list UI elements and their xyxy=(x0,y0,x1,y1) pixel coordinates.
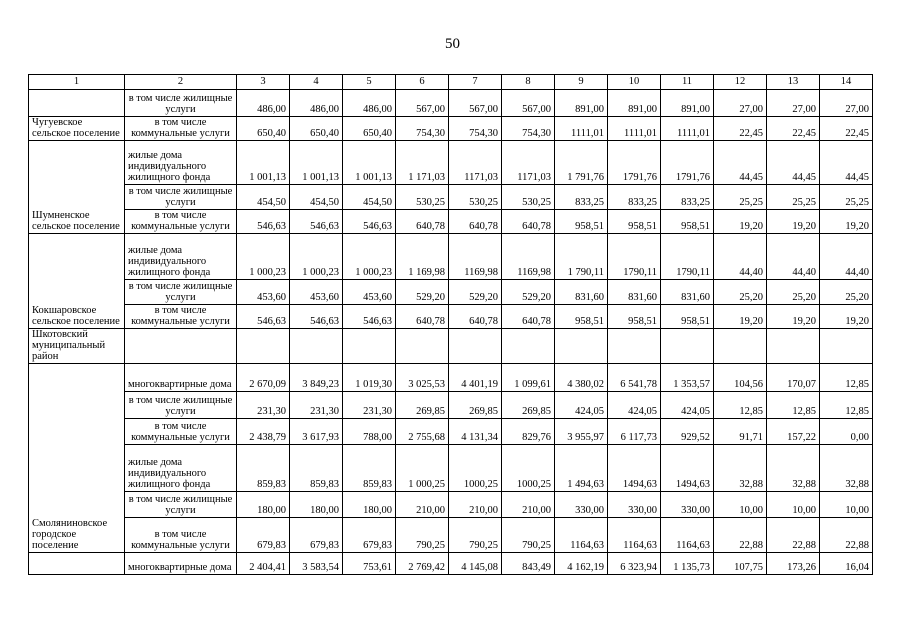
column-header: 1 xyxy=(29,75,125,90)
settlement-cell: Шкотовский муниципальный район xyxy=(29,329,125,364)
settlement-cell xyxy=(29,141,125,185)
value-cell: 44,40 xyxy=(820,234,873,280)
value-cell: 44,40 xyxy=(767,234,820,280)
value-cell: 330,00 xyxy=(608,492,661,518)
value-cell: 19,20 xyxy=(820,210,873,234)
value-cell: 4 145,08 xyxy=(449,552,502,574)
table-row xyxy=(29,419,873,445)
column-header: 14 xyxy=(820,75,873,90)
value-cell: 2 755,68 xyxy=(396,419,449,445)
value-cell: 650,40 xyxy=(290,117,343,141)
settlement-cell xyxy=(29,234,125,280)
description-cell xyxy=(125,329,237,364)
value-cell: 1494,63 xyxy=(608,445,661,492)
value-cell: 1164,63 xyxy=(661,518,714,553)
settlement-cell: Кокшаровское сельское поселение xyxy=(29,305,125,329)
settlement-cell xyxy=(29,392,125,419)
value-cell: 2 438,79 xyxy=(237,419,290,445)
value-cell xyxy=(555,329,608,364)
value-cell: 16,04 xyxy=(820,552,873,574)
value-cell xyxy=(661,329,714,364)
table-row xyxy=(29,445,873,492)
value-cell: 1111,01 xyxy=(661,117,714,141)
column-header: 4 xyxy=(290,75,343,90)
value-cell: 1 171,03 xyxy=(396,141,449,185)
description-cell: в том числе жилищные услуги xyxy=(125,392,237,419)
value-cell: 958,51 xyxy=(608,305,661,329)
settlement-cell: Смоляниновское городское поселение xyxy=(29,518,125,553)
value-cell: 1169,98 xyxy=(502,234,555,280)
value-cell xyxy=(767,329,820,364)
value-cell: 1 000,23 xyxy=(237,234,290,280)
value-cell: 3 617,93 xyxy=(290,419,343,445)
value-cell: 546,63 xyxy=(237,210,290,234)
value-cell: 546,63 xyxy=(237,305,290,329)
value-cell: 12,85 xyxy=(820,392,873,419)
column-header: 8 xyxy=(502,75,555,90)
value-cell: 269,85 xyxy=(396,392,449,419)
value-cell: 640,78 xyxy=(396,305,449,329)
value-cell: 3 583,54 xyxy=(290,552,343,574)
description-cell: в том числе коммунальные услуги xyxy=(125,419,237,445)
value-cell: 790,25 xyxy=(396,518,449,553)
value-cell: 530,25 xyxy=(502,185,555,210)
column-header: 3 xyxy=(237,75,290,90)
value-cell: 859,83 xyxy=(290,445,343,492)
value-cell: 958,51 xyxy=(555,210,608,234)
value-cell: 1 001,13 xyxy=(237,141,290,185)
value-cell: 210,00 xyxy=(502,492,555,518)
description-cell: жилые дома индивидуального жилищного фонда xyxy=(125,234,237,280)
value-cell: 1790,11 xyxy=(661,234,714,280)
value-cell: 831,60 xyxy=(608,280,661,305)
value-cell: 958,51 xyxy=(608,210,661,234)
table-row xyxy=(29,210,873,234)
value-cell: 3 025,53 xyxy=(396,364,449,392)
description-cell: жилые дома индивидуального жилищного фонда xyxy=(125,141,237,185)
value-cell: 454,50 xyxy=(237,185,290,210)
value-cell: 546,63 xyxy=(290,210,343,234)
value-cell: 22,45 xyxy=(714,117,767,141)
value-cell: 640,78 xyxy=(396,210,449,234)
value-cell: 19,20 xyxy=(767,210,820,234)
value-cell: 529,20 xyxy=(396,280,449,305)
value-cell: 44,45 xyxy=(820,141,873,185)
value-cell: 859,83 xyxy=(237,445,290,492)
value-cell: 640,78 xyxy=(502,210,555,234)
column-header: 2 xyxy=(125,75,237,90)
header-row xyxy=(29,75,873,90)
value-cell: 10,00 xyxy=(820,492,873,518)
value-cell: 44,45 xyxy=(714,141,767,185)
value-cell: 22,45 xyxy=(767,117,820,141)
table-row xyxy=(29,329,873,364)
value-cell: 2 404,41 xyxy=(237,552,290,574)
value-cell: 790,25 xyxy=(449,518,502,553)
value-cell: 1790,11 xyxy=(608,234,661,280)
value-cell: 107,75 xyxy=(714,552,767,574)
settlement-cell: Чугуевское сельское поселение xyxy=(29,117,125,141)
value-cell: 1 353,57 xyxy=(661,364,714,392)
value-cell: 530,25 xyxy=(396,185,449,210)
value-cell: 25,20 xyxy=(820,280,873,305)
value-cell: 454,50 xyxy=(290,185,343,210)
value-cell: 157,22 xyxy=(767,419,820,445)
value-cell: 25,25 xyxy=(820,185,873,210)
value-cell: 831,60 xyxy=(555,280,608,305)
value-cell: 1791,76 xyxy=(608,141,661,185)
description-cell: в том числе жилищные услуги xyxy=(125,492,237,518)
table-row xyxy=(29,305,873,329)
value-cell: 640,78 xyxy=(449,210,502,234)
value-cell xyxy=(343,329,396,364)
value-cell: 1 099,61 xyxy=(502,364,555,392)
value-cell: 330,00 xyxy=(555,492,608,518)
value-cell: 650,40 xyxy=(237,117,290,141)
value-cell: 12,85 xyxy=(714,392,767,419)
value-cell: 25,20 xyxy=(767,280,820,305)
value-cell: 1111,01 xyxy=(555,117,608,141)
value-cell: 3 849,23 xyxy=(290,364,343,392)
value-cell: 1 001,13 xyxy=(290,141,343,185)
value-cell: 1 169,98 xyxy=(396,234,449,280)
value-cell: 19,20 xyxy=(714,210,767,234)
value-cell: 6 117,73 xyxy=(608,419,661,445)
value-cell: 567,00 xyxy=(502,90,555,117)
table-row xyxy=(29,518,873,553)
value-cell: 27,00 xyxy=(767,90,820,117)
description-cell: многоквартирные дома xyxy=(125,364,237,392)
value-cell: 210,00 xyxy=(396,492,449,518)
table-row xyxy=(29,392,873,419)
value-cell: 19,20 xyxy=(714,305,767,329)
value-cell: 1164,63 xyxy=(608,518,661,553)
value-cell: 269,85 xyxy=(502,392,555,419)
value-cell: 891,00 xyxy=(555,90,608,117)
settlement-cell xyxy=(29,445,125,492)
value-cell: 0,00 xyxy=(820,419,873,445)
settlement-cell xyxy=(29,90,125,117)
value-cell: 958,51 xyxy=(661,305,714,329)
value-cell: 4 162,19 xyxy=(555,552,608,574)
value-cell: 453,60 xyxy=(290,280,343,305)
value-cell: 958,51 xyxy=(555,305,608,329)
value-cell: 269,85 xyxy=(449,392,502,419)
column-header: 7 xyxy=(449,75,502,90)
value-cell xyxy=(502,329,555,364)
value-cell xyxy=(820,329,873,364)
value-cell: 486,00 xyxy=(290,90,343,117)
value-cell: 679,83 xyxy=(343,518,396,553)
value-cell: 3 955,97 xyxy=(555,419,608,445)
value-cell: 1 494,63 xyxy=(555,445,608,492)
value-cell: 4 401,19 xyxy=(449,364,502,392)
value-cell: 1 000,23 xyxy=(343,234,396,280)
table-row xyxy=(29,552,873,574)
table-row xyxy=(29,364,873,392)
description-cell: в том числе жилищные услуги xyxy=(125,280,237,305)
value-cell: 1 001,13 xyxy=(343,141,396,185)
value-cell: 1171,03 xyxy=(502,141,555,185)
value-cell: 1 791,76 xyxy=(555,141,608,185)
value-cell: 12,85 xyxy=(820,364,873,392)
value-cell: 10,00 xyxy=(767,492,820,518)
value-cell: 1 135,73 xyxy=(661,552,714,574)
value-cell: 27,00 xyxy=(714,90,767,117)
value-cell: 679,83 xyxy=(237,518,290,553)
value-cell: 231,30 xyxy=(237,392,290,419)
value-cell: 180,00 xyxy=(290,492,343,518)
value-cell: 12,85 xyxy=(767,392,820,419)
value-cell: 25,25 xyxy=(767,185,820,210)
value-cell: 454,50 xyxy=(343,185,396,210)
value-cell: 546,63 xyxy=(343,210,396,234)
value-cell: 32,88 xyxy=(820,445,873,492)
value-cell: 27,00 xyxy=(820,90,873,117)
description-cell: в том числе коммунальные услуги xyxy=(125,518,237,553)
value-cell: 1000,25 xyxy=(502,445,555,492)
column-header: 10 xyxy=(608,75,661,90)
settlement-cell xyxy=(29,185,125,210)
value-cell: 4 380,02 xyxy=(555,364,608,392)
value-cell: 754,30 xyxy=(449,117,502,141)
value-cell: 22,88 xyxy=(820,518,873,553)
settlement-cell xyxy=(29,364,125,392)
value-cell: 567,00 xyxy=(396,90,449,117)
value-cell xyxy=(714,329,767,364)
value-cell: 753,61 xyxy=(343,552,396,574)
value-cell: 22,88 xyxy=(714,518,767,553)
value-cell: 32,88 xyxy=(767,445,820,492)
value-cell xyxy=(608,329,661,364)
value-cell: 170,07 xyxy=(767,364,820,392)
value-cell: 929,52 xyxy=(661,419,714,445)
value-cell: 1171,03 xyxy=(449,141,502,185)
value-cell: 1000,25 xyxy=(449,445,502,492)
value-cell xyxy=(396,329,449,364)
value-cell: 1494,63 xyxy=(661,445,714,492)
column-header: 13 xyxy=(767,75,820,90)
value-cell: 829,76 xyxy=(502,419,555,445)
value-cell: 891,00 xyxy=(661,90,714,117)
description-cell: в том числе коммунальные услуги xyxy=(125,305,237,329)
value-cell: 424,05 xyxy=(661,392,714,419)
settlement-cell xyxy=(29,552,125,574)
column-header: 5 xyxy=(343,75,396,90)
value-cell: 44,45 xyxy=(767,141,820,185)
value-cell: 231,30 xyxy=(343,392,396,419)
value-cell: 567,00 xyxy=(449,90,502,117)
value-cell: 650,40 xyxy=(343,117,396,141)
page-number: 50 xyxy=(445,36,460,52)
value-cell: 1791,76 xyxy=(661,141,714,185)
value-cell: 679,83 xyxy=(290,518,343,553)
value-cell: 25,20 xyxy=(714,280,767,305)
table-row xyxy=(29,234,873,280)
value-cell: 104,56 xyxy=(714,364,767,392)
value-cell: 1 000,23 xyxy=(290,234,343,280)
value-cell: 891,00 xyxy=(608,90,661,117)
value-cell: 32,88 xyxy=(714,445,767,492)
value-cell xyxy=(290,329,343,364)
value-cell: 180,00 xyxy=(343,492,396,518)
settlement-cell: Шумненское сельское поселение xyxy=(29,210,125,234)
value-cell: 1169,98 xyxy=(449,234,502,280)
value-cell: 210,00 xyxy=(449,492,502,518)
settlement-cell xyxy=(29,280,125,305)
value-cell: 843,49 xyxy=(502,552,555,574)
value-cell xyxy=(237,329,290,364)
value-cell: 2 670,09 xyxy=(237,364,290,392)
value-cell: 22,45 xyxy=(820,117,873,141)
value-cell: 1164,63 xyxy=(555,518,608,553)
value-cell: 788,00 xyxy=(343,419,396,445)
settlement-cell xyxy=(29,492,125,518)
value-cell: 546,63 xyxy=(290,305,343,329)
table-row xyxy=(29,280,873,305)
description-cell: в том числе жилищные услуги xyxy=(125,185,237,210)
table-row xyxy=(29,185,873,210)
value-cell: 44,40 xyxy=(714,234,767,280)
column-header: 9 xyxy=(555,75,608,90)
value-cell: 19,20 xyxy=(767,305,820,329)
value-cell: 831,60 xyxy=(661,280,714,305)
description-cell: в том числе жилищные услуги xyxy=(125,90,237,117)
value-cell: 833,25 xyxy=(661,185,714,210)
value-cell: 529,20 xyxy=(449,280,502,305)
value-cell: 486,00 xyxy=(237,90,290,117)
value-cell: 754,30 xyxy=(396,117,449,141)
value-cell: 22,88 xyxy=(767,518,820,553)
value-cell: 859,83 xyxy=(343,445,396,492)
table-row xyxy=(29,492,873,518)
value-cell: 6 323,94 xyxy=(608,552,661,574)
value-cell: 754,30 xyxy=(502,117,555,141)
value-cell: 424,05 xyxy=(608,392,661,419)
value-cell: 640,78 xyxy=(449,305,502,329)
description-cell: в том числе коммунальные услуги xyxy=(125,210,237,234)
value-cell: 25,25 xyxy=(714,185,767,210)
value-cell: 1 000,25 xyxy=(396,445,449,492)
value-cell: 833,25 xyxy=(555,185,608,210)
description-cell: жилые дома индивидуального жилищного фонда xyxy=(125,445,237,492)
value-cell: 958,51 xyxy=(661,210,714,234)
column-header: 6 xyxy=(396,75,449,90)
value-cell: 231,30 xyxy=(290,392,343,419)
description-cell: многоквартирные дома xyxy=(125,552,237,574)
value-cell: 1111,01 xyxy=(608,117,661,141)
value-cell: 546,63 xyxy=(343,305,396,329)
value-cell: 19,20 xyxy=(820,305,873,329)
value-cell: 1 790,11 xyxy=(555,234,608,280)
column-header: 11 xyxy=(661,75,714,90)
table-row xyxy=(29,141,873,185)
value-cell: 6 541,78 xyxy=(608,364,661,392)
value-cell: 173,26 xyxy=(767,552,820,574)
table-row xyxy=(29,90,873,117)
value-cell: 833,25 xyxy=(608,185,661,210)
value-cell: 330,00 xyxy=(661,492,714,518)
value-cell: 91,71 xyxy=(714,419,767,445)
value-cell: 2 769,42 xyxy=(396,552,449,574)
value-cell: 453,60 xyxy=(237,280,290,305)
description-cell: в том числе коммунальные услуги xyxy=(125,117,237,141)
tariff-table xyxy=(28,74,873,575)
value-cell: 530,25 xyxy=(449,185,502,210)
value-cell: 10,00 xyxy=(714,492,767,518)
table-row xyxy=(29,117,873,141)
value-cell: 4 131,34 xyxy=(449,419,502,445)
value-cell: 640,78 xyxy=(502,305,555,329)
value-cell: 453,60 xyxy=(343,280,396,305)
value-cell: 529,20 xyxy=(502,280,555,305)
settlement-cell xyxy=(29,419,125,445)
column-header: 12 xyxy=(714,75,767,90)
value-cell: 486,00 xyxy=(343,90,396,117)
value-cell xyxy=(449,329,502,364)
value-cell: 180,00 xyxy=(237,492,290,518)
value-cell: 790,25 xyxy=(502,518,555,553)
value-cell: 424,05 xyxy=(555,392,608,419)
value-cell: 1 019,30 xyxy=(343,364,396,392)
